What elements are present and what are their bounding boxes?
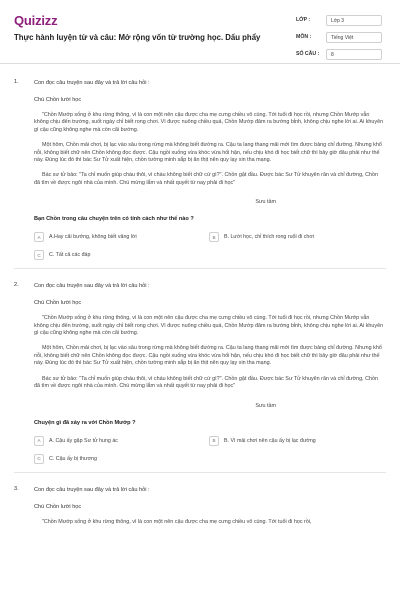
option-b[interactable]	[209, 232, 384, 242]
question-body	[34, 79, 384, 260]
quizizz-logo[interactable]: Quizizz	[14, 13, 58, 28]
story-paragraph: Một hôm, Chồn mải chơi, bị lạc vào sâu trong rừng mà không biết đường ra. Cậu ta lang thang mãi mới tìm được bảng chỉ đường. Nhưng khổ nỗi, không biết chữ nên Chồn không đọc được. Cậu ngồi xuống vừa khóc vừa hối hận, nếu chịu khó đi học biết chữ thì bây giờ đâu phải như thế này. Đúng lúc đó thì bác Sư Tử xuất hiện, chồn tường minh sắp bị ăn thịt nên quy lạy xin tha mạng.	[34, 345, 382, 367]
option-c[interactable]	[34, 250, 219, 260]
story-title: Chú Chồn lười học	[34, 97, 82, 103]
question-divider	[14, 472, 386, 473]
story-source: Sưu tầm	[255, 199, 276, 206]
question-3	[14, 486, 386, 526]
question-number: 1.	[14, 79, 19, 85]
question-prompt: Con đọc câu truyện sau đây và trả lời câu hỏi :	[34, 283, 150, 290]
story-title: Chú Chồn lười học	[34, 300, 82, 307]
option-letter: A	[34, 436, 44, 446]
question-ask: Chuyện gì đã xảy ra với Chồn Mướp ?	[34, 419, 136, 426]
worksheet-header	[0, 0, 400, 64]
option-b[interactable]	[209, 436, 384, 446]
option-text: B. Vì mải chơi nên cậu ấy bị lạc đường	[224, 437, 316, 444]
option-letter: B	[209, 232, 219, 242]
story-paragraph: Bác sư tử bảo: "Ta chỉ muốn giúp cháu thôi, vì cháu không biết chữ cứ gì?". Chồn gật đầu. Được bác Sư Tử khuyên răn và chỉ đường, Chồn đã tìm về được ngôi nhà của mình. Chú mừng lắm và nhất quyết từ nay phải đi học"	[34, 375, 379, 390]
answer-options	[34, 232, 384, 260]
options-row	[34, 232, 384, 242]
story-paragraph: "Chồn Mướp sống ở khu rừng thông, vì là con một nên cậu được cha mẹ cưng chiều vô cùng. Tới tuổi đi học rồi, nhưng Chồn Mướp vẫn không chịu đến trường, suốt ngày chỉ biết rong chơi. Vì được nuông chiều quá, Chồn Mướp đâm ra bướng bỉnh, không chịu nghe lời ai. Ai khuyên gì cậu cũng không nghe mà còn cãi bướng.	[34, 315, 384, 337]
option-letter: B	[209, 436, 219, 446]
question-divider	[14, 268, 386, 269]
question-ask: Bạn Chồn trong câu chuyện trên có tính cách như thế nào ?	[34, 216, 194, 223]
answer-options	[34, 436, 384, 464]
options-row	[34, 436, 384, 446]
question-2	[14, 282, 386, 463]
option-text: A.Hay cãi bướng, không biết vâng lời	[49, 234, 137, 241]
question-number: 2.	[14, 282, 19, 289]
option-letter: C	[34, 454, 44, 464]
story-paragraph: Một hôm, Chồn mải chơi, bị lạc vào sâu trong rừng mà không biết đường ra. Cậu ta lang thang mãi mới tìm được bảng chỉ đường. Nhưng khổ nỗi, không biết chữ nên Chồn không đọc được. Cậu ngồi xuống vừa khóc vừa hối hận, nếu chịu khó đi học biết chữ thì bây giờ đâu phải như thế này. Đúng lúc đó thì bác Sư Tử xuất hiện, chồn tường minh sắp bị ăn thịt nên quy lạy xin tha mạng.	[34, 142, 382, 164]
option-letter: A	[34, 232, 44, 242]
question-number: 3.	[14, 485, 19, 492]
questions-list	[0, 64, 400, 526]
story-title: Chú Chồn lười học	[34, 503, 82, 510]
option-text: B. Lười học, chỉ thích rong ruổi đi chơi	[224, 234, 314, 241]
story-paragraph: "Chồn Mướp sống ở khu rừng thông, vì là con một nên cậu được cha mẹ cưng chiều vô cùng. Tới tuổi đi học rồi, nhưng Chồn Mướp vẫn không chịu đến trường, suốt ngày chỉ biết rong chơi. Vì được nuông chiều quá, Chồn Mướp đâm ra bướng bỉnh, không chịu nghe lời ai. Ai khuyên gì cậu cũng không nghe mà còn cãi bướng.	[34, 112, 384, 133]
grade-row	[296, 12, 394, 28]
option-a[interactable]	[34, 232, 209, 242]
subject-label: MÔN :	[296, 34, 312, 40]
question-body	[34, 282, 384, 463]
subject-row	[296, 29, 394, 45]
option-a[interactable]	[34, 436, 209, 446]
story-source: Sưu tầm	[255, 402, 276, 409]
options-row	[34, 250, 384, 260]
option-text: A. Cậu ấy gặp Sư tử hung ác	[49, 437, 118, 444]
question-1	[14, 79, 386, 260]
question-count-label: SỐ CÂU :	[296, 51, 320, 57]
worksheet-meta	[296, 12, 394, 63]
option-text: C. Cậu ấy bị thương	[49, 455, 97, 462]
question-count-value: 8	[326, 49, 382, 60]
grade-label: LỚP :	[296, 17, 311, 23]
grade-value: Lớp 3	[326, 15, 382, 26]
worksheet-title: Thực hành luyện từ và câu: Mở rộng vốn từ trường học. Dấu phẩy	[14, 33, 261, 42]
option-c[interactable]	[34, 454, 219, 464]
question-prompt: Con đọc câu truyện sau đây và trả lời câu hỏi :	[34, 80, 150, 86]
story-paragraph: Bác sư tử bảo: "Ta chỉ muốn giúp cháu thôi, vì cháu không biết chữ cứ gì?". Chồn gật đầu. Được bác Sư Tử khuyên răn và chỉ đường, Chồn đã tìm về được ngôi nhà của mình. Chú mừng lắm và nhất quyết từ nay phải đi học"	[34, 172, 379, 186]
question-count-row	[296, 46, 394, 62]
question-prompt: Con đọc câu truyện sau đây và trả lời câu hỏi :	[34, 486, 150, 493]
option-letter: C	[34, 250, 44, 260]
story-paragraph: "Chồn Mướp sống ở khu rừng thông, vì là con một nên cậu được cha mẹ cưng chiều vô cùng. Tới tuổi đi học rồi,	[42, 518, 312, 525]
subject-value: Tiếng Việt	[326, 32, 382, 43]
options-row	[34, 454, 384, 464]
question-body	[34, 486, 384, 526]
option-text: C. Tất cả các đáp	[49, 252, 91, 259]
